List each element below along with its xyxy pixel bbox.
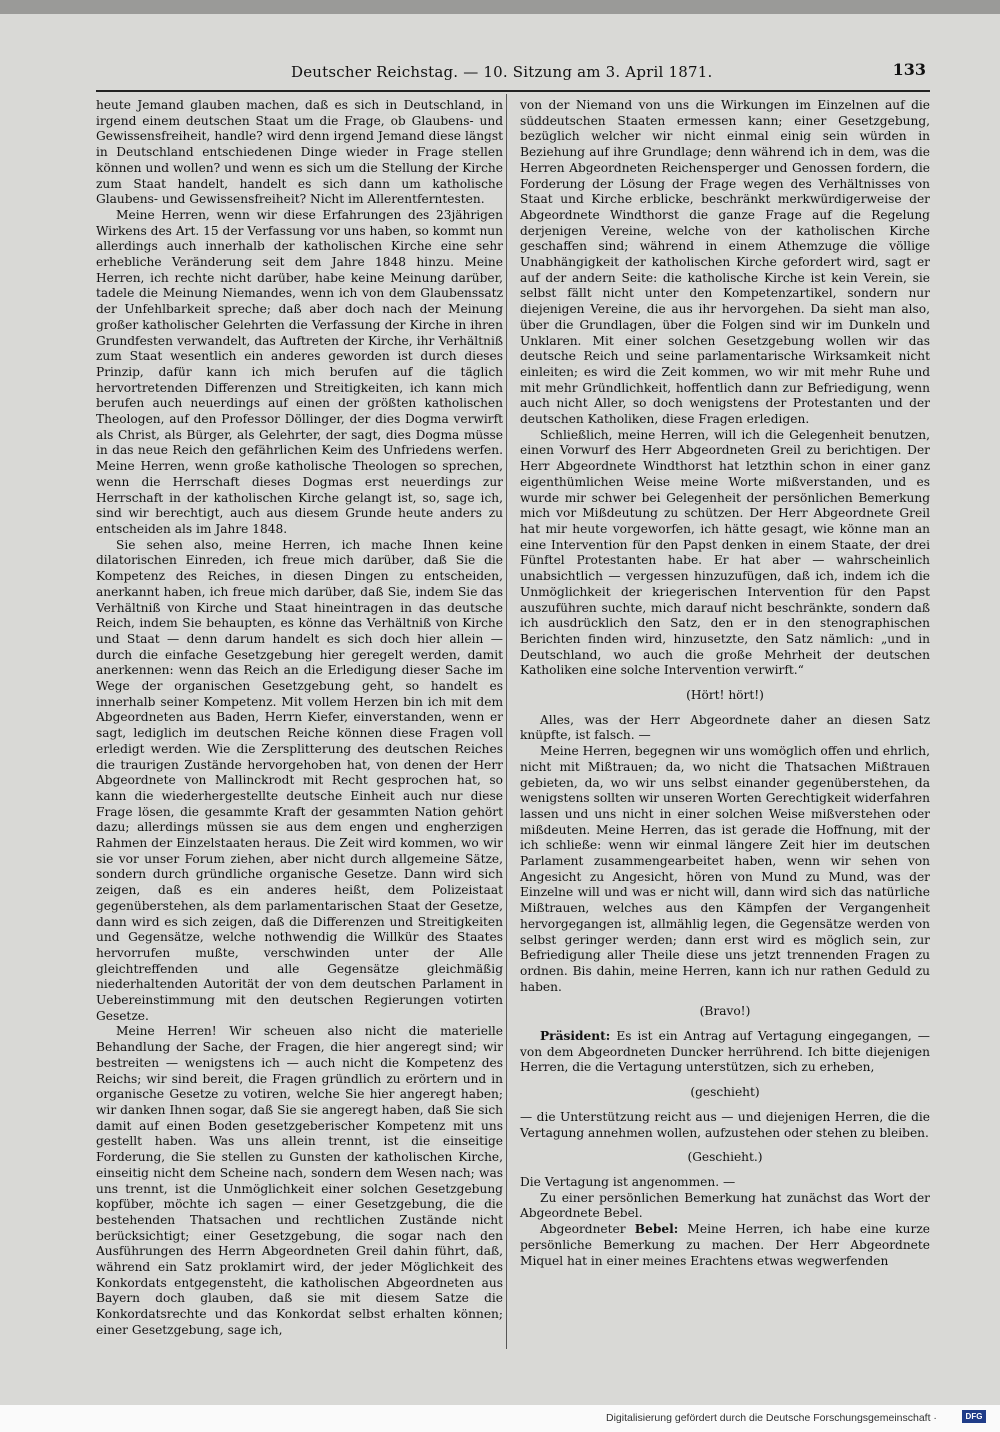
right-column [520, 98, 930, 1269]
body-paragraph: — die Unterstützung reicht aus — und diejenigen Herren, die die Vertagung annehmen wollen, aufzustehen oder stehen zu bleiben. [520, 1109, 930, 1140]
scan-top-edge [0, 0, 1000, 14]
speech-text: Es ist ein Antrag auf Vertagung eingegangen, — von dem Abgeordneten Duncker herrührend. Ich bitte diejenigen Herren, die die Vertagung unterstützen, sich zu erheben, [520, 1029, 930, 1075]
footer-credit: Digitalisierung gefördert durch die Deutsche Forschungsgemeinschaft · [606, 1412, 937, 1424]
body-paragraph: Sie sehen also, meine Herren, ich mache Ihnen keine dilatorischen Einreden, ich freue mich darüber, daß Sie die Kompetenz des Reiches, in diesen Dingen zu entscheiden, anerkannt haben, ich freue mich darüber, daß Sie, indem Sie das Verhältniß von Kirche und Staat hineintragen in das deutsche Reich, indem Sie behaupten, es könne das Verhältniß von Kirche und Staat — denn darum handelt es sich doch hier allein — durch die einfache Gesetzgebung hier geregelt werden, damit anerkennen: wenn das Reich an die Erledigung dieser Sache im Wege der organischen Gesetzgebung geht, so handelt es innerhalb seiner Kompetenz. Mit vollem Herzen bin ich mit dem Abgeordneten aus Baden, Herrn Kiefer, einverstanden, wenn er sagt, lediglich im deutschen Reiche können diese Fragen voll erledigt werden. Wie die Zersplitterung des deutschen Reiches die traurigen Zustände hervorgehoben hat, von denen der Herr Abgeordnete von Mallinckrodt mit Recht gesprochen hat, so kann die wiederhergestellte deutsche Einheit auch nur diese Frage lösen, die gesammte Kraft der gesammten Nation gehört dazu; allerdings müssen sie aus dem engen und engherzigen Rahmen der Einzelstaaten heraus. Die Zeit wird kommen, wo wir sie vor unser Forum ziehen, aber nicht durch allgemeine Sätze, sondern durch gründliche organische Gesetze. Dann wird sich zeigen, daß es ein anderes heißt, dem Polizeistaat gegenüberstehen, als dem parlamentarischen Staat der Gesetze, dann wird es sich zeigen, daß die Differenzen und Streitigkeiten und Gegensätze, welche nothwendig die Willkür des Staates hervorrufen mußte, verschwinden unter der Alle gleichtreffenden und alle Gegensätze gleichmäßig niederhaltenden Autorität der von dem deutschen Parlament in Uebereinstimmung mit den deutschen Regierungen votirten Gesetze. [96, 537, 503, 1023]
speech-paragraph [520, 1222, 930, 1269]
body-paragraph: von der Niemand von uns die Wirkungen im Einzelnen auf die süddeutschen Staaten ermessen kann; einer Gesetzgebung, bezüglich welcher wir nicht einmal einig sein würden in Beziehung auf ihre Grundlage; denn während ich in dem, was die Herren Abgeordneten Reichensperger und Genossen fordern, die Forderung der Lösung der Frage wegen des Verhältnisses von Staat und Kirche erblicke, beschränkt merkwürdigerweise der Abgeordnete Windthorst die ganze Frage auf die Regelung derjenigen Vereine, welche von der katholischen Kirche geschaffen sind; während in einem Athemzuge die völlige Unabhängigkeit der katholischen Kirche gefordert wird, sagt er auf der andern Seite: die katholische Kirche ist kein Verein, sie selbst fällt nicht unter den Kompetenzartikel, sondern nur diejenigen Vereine, die aus ihr hervorgehen. Da sieht man also, über die Grundlagen, über die Folgen sind wir im Dunkeln und Unklaren. Mit einer solchen Gesetzgebung wollen wir das deutsche Reich und seine parlamentarische Wirksamkeit nicht einleiten; es wird die Zeit kommen, wo wir mit mehr Ruhe und mit mehr Gründlichkeit, hoffentlich dann zur Befriedigung, wenn auch nicht Aller, so doch wenigstens der Protestanten und der deutschen Katholiken, diese Fragen erledigen. [520, 98, 930, 427]
page-header [96, 60, 930, 86]
interjection: (Hört! hört!) [686, 688, 764, 703]
column-divider [506, 94, 507, 1349]
running-title: Deutscher Reichstag. — 10. Sitzung am 3. April 1871. [291, 63, 713, 81]
body-paragraph: Meine Herren, wenn wir diese Erfahrungen des 23jährigen Wirkens des Art. 15 der Verfassung vor uns haben, so kommt nun allerdings auch innerhalb der katholischen Kirche eine sehr erhebliche Veränderung seit dem Jahre 1848 hinzu. Meine Herren, ich rechte nicht darüber, habe keine Meinung darüber, tadele die Meinung Niemandes, wenn ich von dem Glaubenssatz der Unfehlbarkeit spreche; daß aber doch nach der Meinung großer katholischer Gelehrten die Verfassung der Kirche in ihren Grundfesten verwandelt, das Auftreten der Kirche, ihr Verhältniß zum Staat wesentlich ein anderes geworden ist durch dieses Prinzip, dafür kann ich mich berufen auf die täglich hervortretenden Differenzen und Streitigkeiten, ich kann mich berufen auch neuerdings auf einen der größten katholischen Theologen, auf den Professor Döllinger, der dies Dogma verwirft als Christ, als Bürger, als Gelehrter, der sagt, dies Dogma müsse in das neue Reich den gefährlichen Keim des Unfriedens werfen. Meine Herren, wenn große katholische Theologen so sprechen, wenn die Herrschaft dieses Dogmas erst neuerdings zur Herrschaft in der katholischen Kirche gelangt ist, so, sage ich, sind wir berechtigt, auch aus diesem Grunde heute anders zu entscheiden als im Jahre 1848. [96, 207, 503, 536]
page-number: 133 [892, 60, 926, 79]
left-column [96, 98, 503, 1339]
speaker-name: Präsident: [540, 1029, 611, 1044]
speaker-prefix: Abgeordneter [540, 1222, 635, 1237]
body-paragraph: Meine Herren! Wir scheuen also nicht die materielle Behandlung der Sache, der Fragen, die hier angeregt sind; wir bestreiten — wenigstens ich — auch nicht die Kompetenz des Reichs; wir sind bereit, die Fragen gründlich zu erörtern und in organische Gesetze zu votiren, welche Sie hier angeregt haben; wir danken Ihnen sogar, daß Sie sie angeregt haben, daß Sie sich damit auf einen Boden gesetzgeberischer Kompetenz mit uns gestellt haben. Was uns allein trennt, ist die einseitige Forderung, die Sie stellen zu Gunsten der katholischen Kirche, einseitig nicht dem Scheine nach, sondern dem Wesen nach; was uns trennt, ist die Unmöglichkeit einer solchen Gesetzgebung kopfüber, möchte ich sagen — einer Gesetzgebung, die die bestehenden Thatsachen und rechtlichen Zustände nicht berücksichtigt; einer Gesetzgebung, die sogar nach den Ausführungen des Herrn Abgeordneten Greil dahin führt, daß, während ein Satz proklamirt wird, der jeder Möglichkeit des Konkordats entgegensteht, die katholischen Abgeordneten aus Bayern doch glauben, daß sie mit diesem Satze die Konkordatsrechte und das Konkordat selbst erhalten können; einer Gesetzgebung, sage ich, [96, 1024, 503, 1337]
interjection: (Bravo!) [699, 1004, 751, 1019]
body-paragraph: Zu einer persönlichen Bemerkung hat zunächst das Wort der Abgeordnete Bebel. [520, 1190, 930, 1221]
header-rule [96, 90, 930, 92]
body-paragraph: Schließlich, meine Herren, will ich die Gelegenheit benutzen, einen Vorwurf des Herr Abgeordneten Greil zu berichtigen. Der Herr Abgeordnete Windthorst hat letzthin schon in einer ganz eigenthümlichen Weise meine Worte mißverstanden, und es wurde mir schwer bei Gelegenheit der persönlichen Bemerkung mich vor Mißdeutung zu schützen. Der Herr Abgeordnete Greil hat mir heute vorgeworfen, ich hätte gesagt, wie könne man an eine Intervention für den Papst denken in einem Staate, der drei Fünftel Protestanten habe. Er hat aber — wahrscheinlich unabsichtlich — vergessen hinzuzufügen, daß ich, indem ich die Unmöglichkeit der kriegerischen Intervention für den Papst auszuführen suchte, mich darauf nicht beschränkte, sondern daß ich ausdrücklich den Satz, den er in den stenographischen Berichten finden wird, hinzusetzte, den Satz nämlich: „und in Deutschland, wo auch die große Mehrheit der deutschen Katholiken eine solche Intervention verwirft.“ [520, 427, 930, 678]
interjection: (Geschieht.) [687, 1150, 763, 1165]
body-paragraph: heute Jemand glauben machen, daß es sich in Deutschland, in irgend einem deutschen Staat um die Frage, ob Glaubens- und Gewissensfreiheit, handle? wird denn irgend Jemand diese längst in Deutschland entschiedenen Dinge wieder in Frage stellen können und wollen? und wenn es sich um die Stellung der Kirche zum Staat handelt, handelt es sich dann um katholische Glaubens- und Gewissensfreiheit? Nicht im Allerentferntesten. [96, 98, 503, 207]
speech-text: Meine Herren, ich habe eine kurze persönliche Bemerkung zu machen. Der Herr Abgeordnete Miquel hat in einer meines Erachtens etwas wegwerfenden [520, 1222, 930, 1268]
speech-paragraph [520, 1029, 930, 1076]
body-paragraph: Alles, was der Herr Abgeordnete daher an diesen Satz knüpfte, ist falsch. — [520, 712, 930, 743]
speaker-name: Bebel: [634, 1222, 679, 1237]
dfg-logo: DFG [962, 1410, 986, 1423]
body-paragraph: Meine Herren, begegnen wir uns womöglich offen und ehrlich, nicht mit Mißtrauen; da, wo nicht die Thatsachen Mißtrauen gebieten, da, wo wir uns selbst einander gegenüberstehen, da wenigstens sollten wir unseren Worten Gerechtigkeit widerfahren lassen und uns nicht in einer solchen Weise mißverstehen oder mißdeuten. Meine Herren, das ist gerade die Hoffnung, mit der ich schließe: wenn wir einmal längere Zeit hier im deutschen Parlament zusammengearbeitet haben, wenn wir sehen von Angesicht zu Angesicht, hören von Mund zu Mund, was der Einzelne will und was er nicht will, dann wird sich das natürliche Mißtrauen, welches aus den Kämpfen der Vergangenheit hervorgegangen ist, allmählig legen, die Gegensätze werden von selbst geringer werden; dann erst wird es möglich sein, zur Befriedigung aller Theile diese uns jetzt trennenden Fragen zu ordnen. Bis dahin, meine Herren, kann ich nur rathen Geduld zu haben. [520, 744, 930, 994]
interjection: (geschieht) [690, 1085, 760, 1100]
body-paragraph: Die Vertagung ist angenommen. — [520, 1175, 736, 1189]
